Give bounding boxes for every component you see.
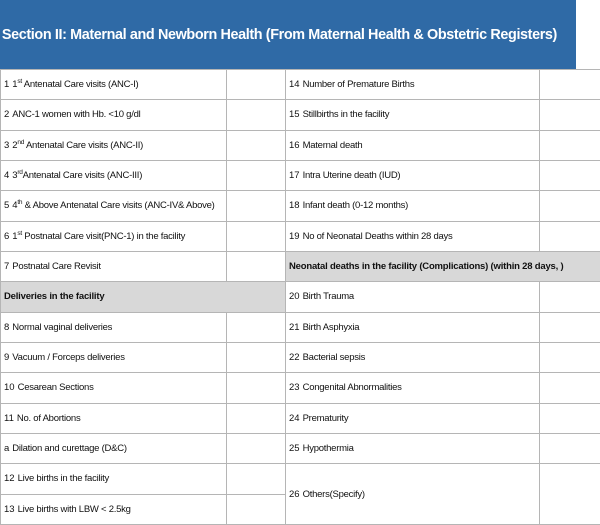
section-title: Section II: Maternal and Newborn Health (From Maternal Health & Obstetric Registers) bbox=[0, 0, 576, 69]
form-row bbox=[1, 403, 600, 433]
value-input-10[interactable] bbox=[227, 374, 285, 402]
value-cell[interactable] bbox=[227, 373, 286, 403]
indicator-pnc-1: 6 1st Postnatal Care visit(PNC-1) in the facility bbox=[1, 221, 227, 251]
indicator-premature-births: 14 Number of Premature Births bbox=[286, 70, 540, 100]
indicator-birth-trauma: 20 Birth Trauma bbox=[286, 282, 540, 312]
indicator-anc-1: 1 1st Antenatal Care visits (ANC-I) bbox=[1, 70, 227, 100]
value-input-13[interactable] bbox=[227, 495, 285, 523]
value-input-6[interactable] bbox=[227, 222, 285, 250]
value-input-7[interactable] bbox=[227, 253, 285, 281]
indicator-hypothermia: 25 Hypothermia bbox=[286, 433, 540, 463]
indicator-iud: 17 Intra Uterine death (IUD) bbox=[286, 160, 540, 190]
indicator-normal-vaginal: 8 Normal vaginal deliveries bbox=[1, 312, 227, 342]
value-input-16[interactable] bbox=[540, 131, 600, 159]
subheader-deliveries: Deliveries in the facility bbox=[1, 282, 286, 312]
value-input-15[interactable] bbox=[540, 101, 600, 129]
value-input-26[interactable] bbox=[540, 465, 600, 523]
value-input-9[interactable] bbox=[227, 344, 285, 372]
value-cell[interactable] bbox=[227, 70, 286, 100]
indicator-stillbirths: 15 Stillbirths in the facility bbox=[286, 100, 540, 130]
indicator-postnatal-revisit: 7 Postnatal Care Revisit bbox=[1, 251, 227, 281]
value-input-20[interactable] bbox=[540, 283, 600, 311]
value-cell[interactable] bbox=[540, 100, 600, 130]
value-cell[interactable] bbox=[540, 433, 600, 463]
value-input-3[interactable] bbox=[227, 131, 285, 159]
form-row bbox=[1, 282, 600, 312]
indicator-form-table bbox=[0, 69, 600, 525]
form-row bbox=[1, 251, 600, 281]
value-cell[interactable] bbox=[540, 312, 600, 342]
value-input-21[interactable] bbox=[540, 313, 600, 341]
indicator-maternal-death: 16 Maternal death bbox=[286, 130, 540, 160]
value-cell[interactable] bbox=[540, 373, 600, 403]
value-cell[interactable] bbox=[227, 160, 286, 190]
value-cell[interactable] bbox=[540, 464, 600, 525]
indicator-infant-death: 18 Infant death (0-12 months) bbox=[286, 191, 540, 221]
value-cell[interactable] bbox=[227, 251, 286, 281]
value-input-11[interactable] bbox=[227, 404, 285, 432]
indicator-live-births: 12 Live births in the facility bbox=[1, 464, 227, 494]
indicator-anc-2: 3 2nd Antenatal Care visits (ANC-II) bbox=[1, 130, 227, 160]
value-cell[interactable] bbox=[227, 100, 286, 130]
indicator-congenital: 23 Congenital Abnormalities bbox=[286, 373, 540, 403]
value-cell[interactable] bbox=[540, 70, 600, 100]
indicator-abortions: 11 No. of Abortions bbox=[1, 403, 227, 433]
value-input-24[interactable] bbox=[540, 404, 600, 432]
value-input-5[interactable] bbox=[227, 192, 285, 220]
value-cell[interactable] bbox=[227, 221, 286, 251]
form-row bbox=[1, 160, 600, 190]
form-row bbox=[1, 312, 600, 342]
value-input-12[interactable] bbox=[227, 465, 285, 493]
form-row bbox=[1, 100, 600, 130]
indicator-prematurity: 24 Prematurity bbox=[286, 403, 540, 433]
value-cell[interactable] bbox=[540, 160, 600, 190]
form-row bbox=[1, 464, 600, 494]
value-cell[interactable] bbox=[227, 191, 286, 221]
form-row bbox=[1, 342, 600, 372]
value-cell[interactable] bbox=[540, 282, 600, 312]
indicator-lbw-births: 13 Live births with LBW < 2.5kg bbox=[1, 494, 227, 524]
indicator-others-specify: 26 Others(Specify) bbox=[286, 464, 540, 525]
value-cell[interactable] bbox=[227, 464, 286, 494]
value-input-1[interactable] bbox=[227, 71, 285, 99]
value-input-a[interactable] bbox=[227, 435, 285, 463]
form-row bbox=[1, 70, 600, 100]
value-cell[interactable] bbox=[540, 191, 600, 221]
value-cell[interactable] bbox=[540, 130, 600, 160]
value-cell[interactable] bbox=[227, 312, 286, 342]
subheader-neonatal-deaths: Neonatal deaths in the facility (Complications) (within 28 days, ) bbox=[286, 251, 600, 281]
indicator-bacterial-sepsis: 22 Bacterial sepsis bbox=[286, 342, 540, 372]
value-input-14[interactable] bbox=[540, 71, 600, 99]
form-row bbox=[1, 373, 600, 403]
value-cell[interactable] bbox=[227, 494, 286, 524]
indicator-anc-3: 4 3rdAntenatal Care visits (ANC-III) bbox=[1, 160, 227, 190]
value-cell[interactable] bbox=[227, 403, 286, 433]
form-row bbox=[1, 130, 600, 160]
value-cell[interactable] bbox=[227, 130, 286, 160]
value-input-25[interactable] bbox=[540, 435, 600, 463]
value-cell[interactable] bbox=[227, 433, 286, 463]
indicator-vacuum-forceps: 9 Vacuum / Forceps deliveries bbox=[1, 342, 227, 372]
indicator-cesarean: 10 Cesarean Sections bbox=[1, 373, 227, 403]
form-row bbox=[1, 221, 600, 251]
form-row bbox=[1, 191, 600, 221]
indicator-neonatal-deaths: 19 No of Neonatal Deaths within 28 days bbox=[286, 221, 540, 251]
form-row bbox=[1, 433, 600, 463]
value-input-2[interactable] bbox=[227, 101, 285, 129]
value-input-22[interactable] bbox=[540, 344, 600, 372]
value-cell[interactable] bbox=[540, 221, 600, 251]
value-input-18[interactable] bbox=[540, 192, 600, 220]
value-input-23[interactable] bbox=[540, 374, 600, 402]
value-input-8[interactable] bbox=[227, 313, 285, 341]
value-cell[interactable] bbox=[227, 342, 286, 372]
indicator-dnc: a Dilation and curettage (D&C) bbox=[1, 433, 227, 463]
value-cell[interactable] bbox=[540, 403, 600, 433]
indicator-anc-4-above: 5 4th & Above Antenatal Care visits (ANC-IV& Above) bbox=[1, 191, 227, 221]
value-cell[interactable] bbox=[540, 342, 600, 372]
value-input-4[interactable] bbox=[227, 162, 285, 190]
value-input-17[interactable] bbox=[540, 162, 600, 190]
indicator-birth-asphyxia: 21 Birth Asphyxia bbox=[286, 312, 540, 342]
value-input-19[interactable] bbox=[540, 222, 600, 250]
indicator-anc1-hb: 2 ANC-1 women with Hb. <10 g/dl bbox=[1, 100, 227, 130]
